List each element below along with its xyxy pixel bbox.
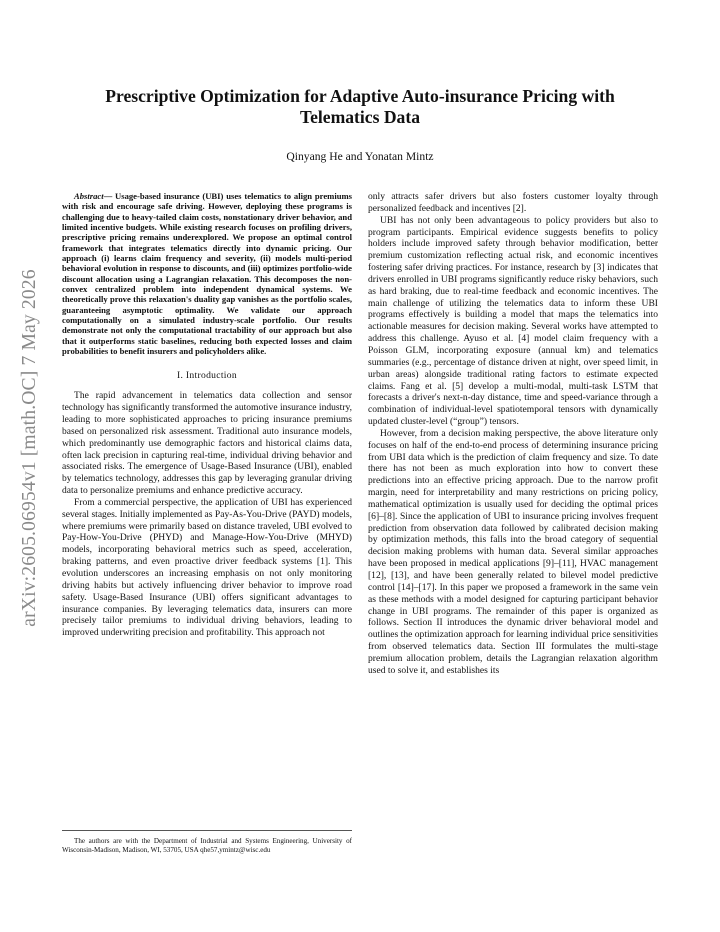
arxiv-identifier-text: arXiv:2605.06954v1 [math.OC] 7 May 2026 (19, 269, 40, 627)
paragraph: only attracts safer drivers but also fosters customer loyalty through personalized feedback and incentives [2]. (368, 191, 658, 214)
paragraph: From a commercial perspective, the application of UBI has experienced several stages. Initially implemented as Pay-As-You-Drive (PAYD) models, where premiums were primarily based on distance traveled, UBI evolved to Pay-How-You-Drive (PHYD) and Manage-How-You-Drive (MHYD) models, incorporating behavioral metrics such as speed, acceleration, braking patterns, and even proactive driver feedback systems [1]. This evolution underscores an increasing emphasis on not only monitoring driving habits but actively influencing driver behavior to improve road safety. Usage-Based Insurance (UBI) offers significant advantages to insurance companies. By leveraging telematics data, insurers can more precisely tailor premiums to individual driving behaviors, leading to improved underwriting precision and profitability. This approach not (62, 496, 352, 639)
right-column (368, 191, 658, 677)
abstract (62, 191, 352, 357)
footnote-text: The authors are with the Department of Industrial and Systems Engineering, University of Wisconsin-Madison, Madison, WI, 53705, USA qhe57,ymintz@wisc.edu (62, 837, 352, 854)
section-heading-introduction: I. Introduction (177, 369, 237, 381)
paragraph: UBI has not only been advantageous to policy providers but also to program participants. Empirical evidence suggests benefits to policy holders include improved safety through behavior modification, better premium customization reflecting actual risk, and economic incentives fostering safer driving practices. For instance, research by [3] indicates that drivers enrolled in UBI programs significantly reduce risky behaviors, such as hard braking, due to real-time feedback and economic incentives. The main challenge of utilizing the telematics data to inform these UBI programs effectively is building a model that maps the telematics into actionable measures for decision making. Several works have attempted to address this challenge. Ayuso et al. [4] model claim frequency with a Poisson GLM, incorporating exposure (annual km) and telematics summaries (e.g., percentage of distance driven at night, over speed limit, in urban areas) alongside traditional rating factors to estimate expected claims. Fang et al. [5] develop a multi-modal, multi-task LSTM that forecasts a driver's next-n-day distance, time and speed-variance through a combination of individual-level spatiotemporal tensors with dynamically updated cluster-level (“group”) tensors. (368, 214, 658, 428)
paper-authors: Qinyang He and Yonatan Mintz (286, 150, 434, 163)
author-footnote (62, 830, 352, 854)
paragraph: The rapid advancement in telematics data collection and sensor technology has significantly transformed the automotive insurance industry, leading to more sophisticated approaches to pricing insurance premiums based on personalized risk assessment. Traditional auto insurance models, which predominantly use demographic factors and historical claims data, often lack precision in capturing real-time, individual driving behavior and associated risks. The emergence of Usage-Based Insurance (UBI), enabled by telematics technology, addresses this gap by leveraging granular driving data to personalize premiums and enhance predictive accuracy. (62, 390, 352, 497)
arxiv-identifier (8, 238, 52, 658)
paper-title: Prescriptive Optimization for Adaptive Auto-insurance Pricing with Telematics Data (105, 86, 615, 127)
left-column (62, 191, 352, 639)
abstract-text: — Usage-based insurance (UBI) uses telematics to align premiums with risk and encourage safe driving. However, deploying these programs is challenging due to heavy-tailed claim costs, nonstationary driver behavior, and limited incentive budgets. While existing research focuses on profiling drivers, prescriptive pricing remains underexplored. We propose an optimal control framework that integrates telematics directly into dynamic pricing. Our approach (i) learns claim frequency and severity, (ii) models multi-period behavioral evolution in response to discounts, and (iii) optimizes portfolio-wide discount allocation using a Lagrangian relaxation. This decomposes the non-convex centralized problem into independent dynamical systems. We theoretically prove this relaxation's duality gap vanishes as the portfolio scales, guaranteeing asymptotic optimality. We validate our approach computationally on a simulated industry-scale portfolio. Our results demonstrate not only the computational tractability of our approach but also that it outperforms static baselines, reducing both expected losses and claim probabilities to benefit insurers and policyholders alike. (62, 191, 352, 357)
abstract-label: Abstract (74, 191, 104, 201)
paragraph: However, from a decision making perspective, the above literature only focuses on half of the end-to-end process of determining insurance pricing from UBI data which is the prediction of claim frequency and size. To date there has not been as much exploration into how to convert these predictions into an effective pricing approach. Due to the narrow profit margin, need for interpretability and many restrictions on pricing policy, mathematical optimization is usually used for deciding the optimal prices [6]–[8]. Since the application of UBI to insurance pricing involves frequent prediction from observation data followed by calibrated decision making by optimization methods, this falls into the broad category of sequential decision making problems with human data. Several similar approaches have been proposed in medical applications [9]–[11], HVAC management [12], [13], and have been generally related to bilevel model predictive control [14]–[17]. In this paper we proposed a framework in the same vein as these methods with a model designed for capturing participant behavior change in UBI programs. The remainder of this paper is organized as follows. Section II introduces the dynamic driver behavioral model and outlines the optimization approach for learning individual price sensitivities from observed telematics data. Section III formulates the multi-stage premium allocation problem, details the Lagrangian relaxation algorithm used to solve it, and establishes its (368, 427, 658, 676)
